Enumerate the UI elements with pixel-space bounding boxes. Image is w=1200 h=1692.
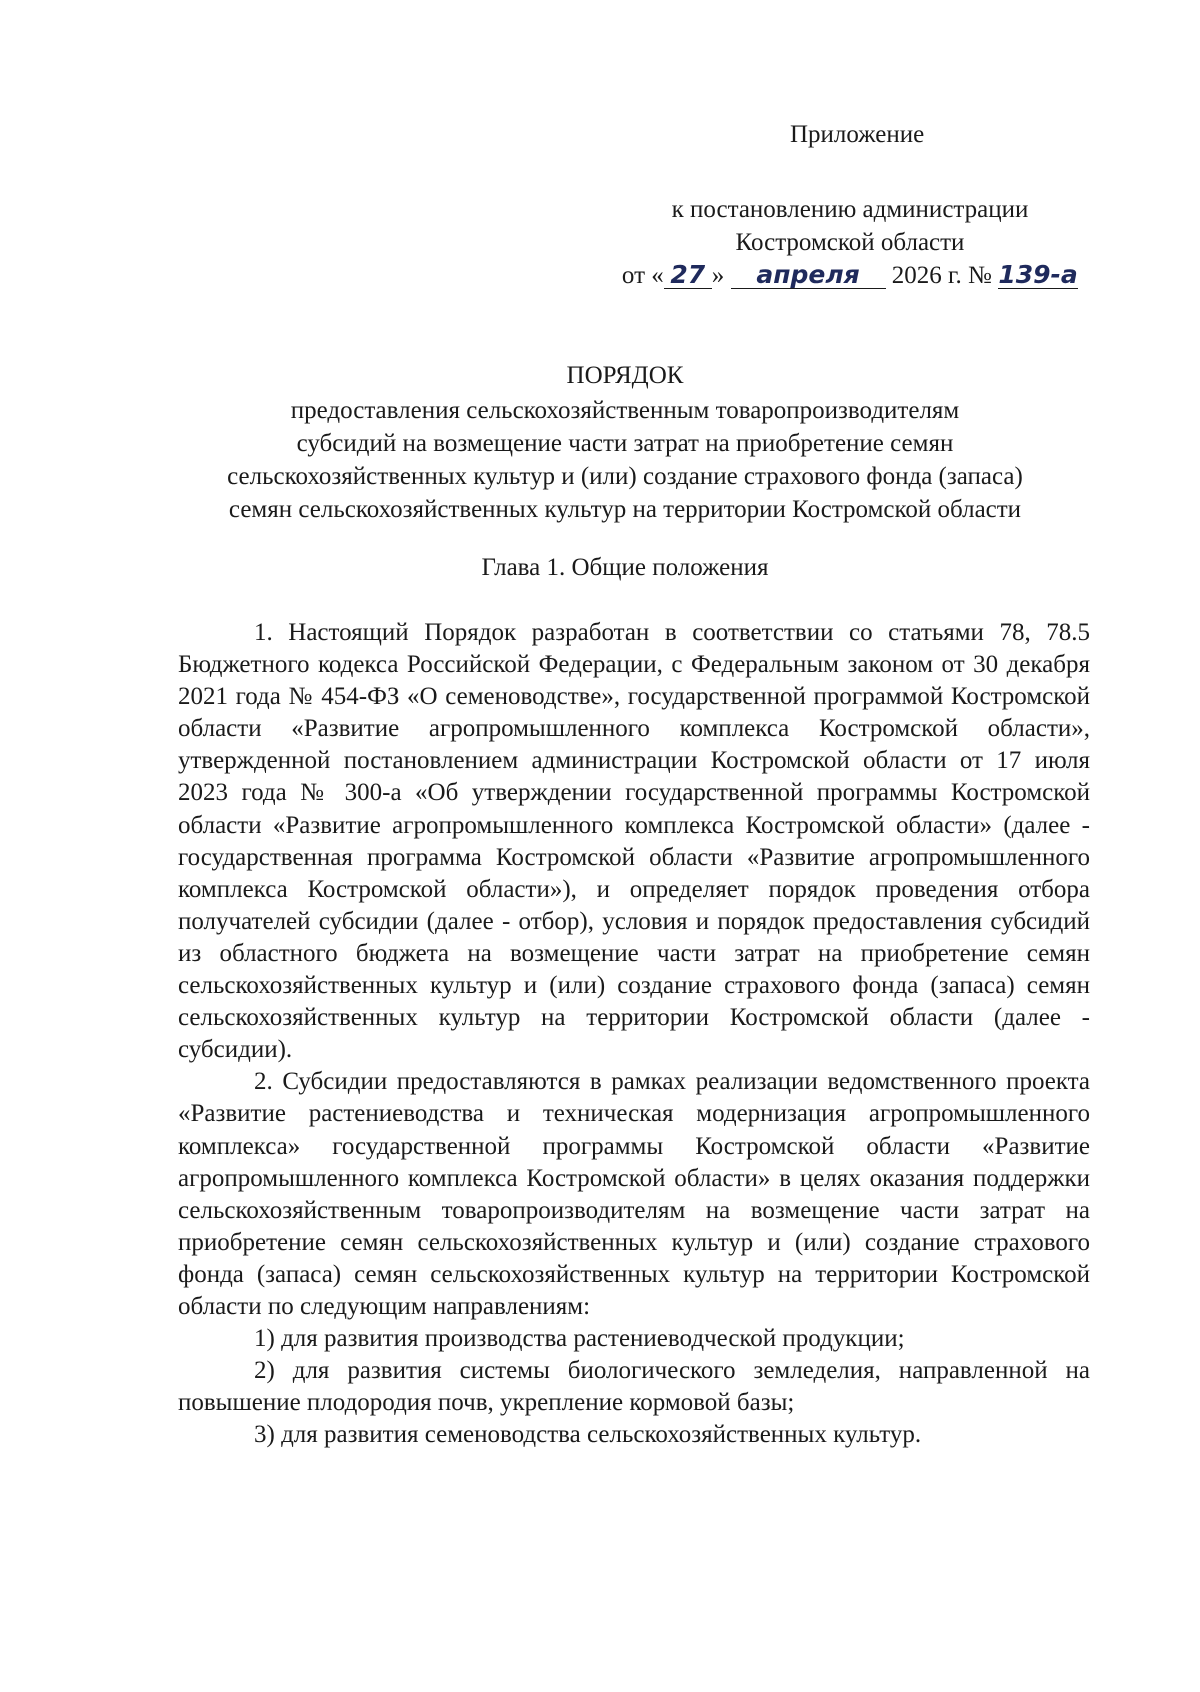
subtitle-line: субсидий на возмещение части затрат на приобретение семян <box>296 430 954 457</box>
document-body <box>178 617 1090 1451</box>
date-day-handwritten: 27 <box>664 262 712 289</box>
document-title: ПОРЯДОК <box>566 362 684 389</box>
date-year: 2026 г. № <box>891 262 992 289</box>
subtitle-line: семян сельскохозяйственных культур на территории Костромской области <box>228 496 1022 523</box>
list-item-1: 1) для развития производства растениеводческой продукции; <box>254 1325 905 1353</box>
appendix-reference <box>610 193 1090 292</box>
doc-number-handwritten: 139-а <box>998 260 1078 289</box>
date-month-handwritten: апреля <box>731 262 886 289</box>
appendix-title: Приложение <box>790 121 925 148</box>
subtitle-line: сельскохозяйственных культур и (или) создание страхового фонда (запаса) <box>227 463 1023 490</box>
appendix-date-line <box>610 259 1090 292</box>
appendix-line-2: Костромской области <box>735 229 965 256</box>
list-item-3: 3) для развития семеноводства сельскохозяйственных культур. <box>254 1421 922 1449</box>
date-prefix: от « <box>621 262 664 289</box>
subtitle-line: предоставления сельскохозяйственным товаропроизводителям <box>290 397 960 424</box>
appendix-line-1: к постановлению администрации <box>671 196 1029 223</box>
list-item-2: 2) для развития системы биологического земледелия, направленной на повышение плодородия почв, укрепление кормовой базы; <box>178 1357 1090 1417</box>
paragraph-2: 2. Субсидии предоставляются в рамках реализации ведомственного проекта «Развитие растениеводства и техническая модернизация агропромышленного комплекса» государственной программы Костромской области «Развитие агропромышленного комплекса Костромской области» в целях оказания поддержки сельскохозяйственным товаропроизводителям на возмещение части затрат на приобретение семян сельскохозяйственных культур и (или) создание страхового фонда (запаса) семян сельскохозяйственных культур на территории Костромской области по следующим направлениям: <box>178 1068 1090 1320</box>
document-subtitle <box>170 394 1080 526</box>
paragraph-1: 1. Настоящий Порядок разработан в соответствии со статьями 78, 78.5 Бюджетного кодекса Российской Федерации, с Федеральным законом от 30 декабря 2021 года № 454-ФЗ «О семеноводстве», государственной программой Костромской области «Развитие агропромышленного комплекса Костромской области», утвержденной постановлением администрации Костромской области от 17 июля 2023 года № 300-а «Об утверждении государственной программы Костромской области «Развитие агропромышленного комплекса Костромской области» (далее - государственная программа Костромской области «Развитие агропромышленного комплекса Костромской области»), и определяет порядок проведения отбора получателей субсидии (далее - отбор), условия и порядок предоставления субсидий из областного бюджета на возмещение части затрат на приобретение семян сельскохозяйственных культур и (или) создание страхового фонда (запаса) семян сельскохозяйственных культур на территории Костромской области (далее - субсидии). <box>178 619 1090 1064</box>
chapter-title: Глава 1. Общие положения <box>481 554 769 581</box>
date-mid: » <box>711 262 725 289</box>
